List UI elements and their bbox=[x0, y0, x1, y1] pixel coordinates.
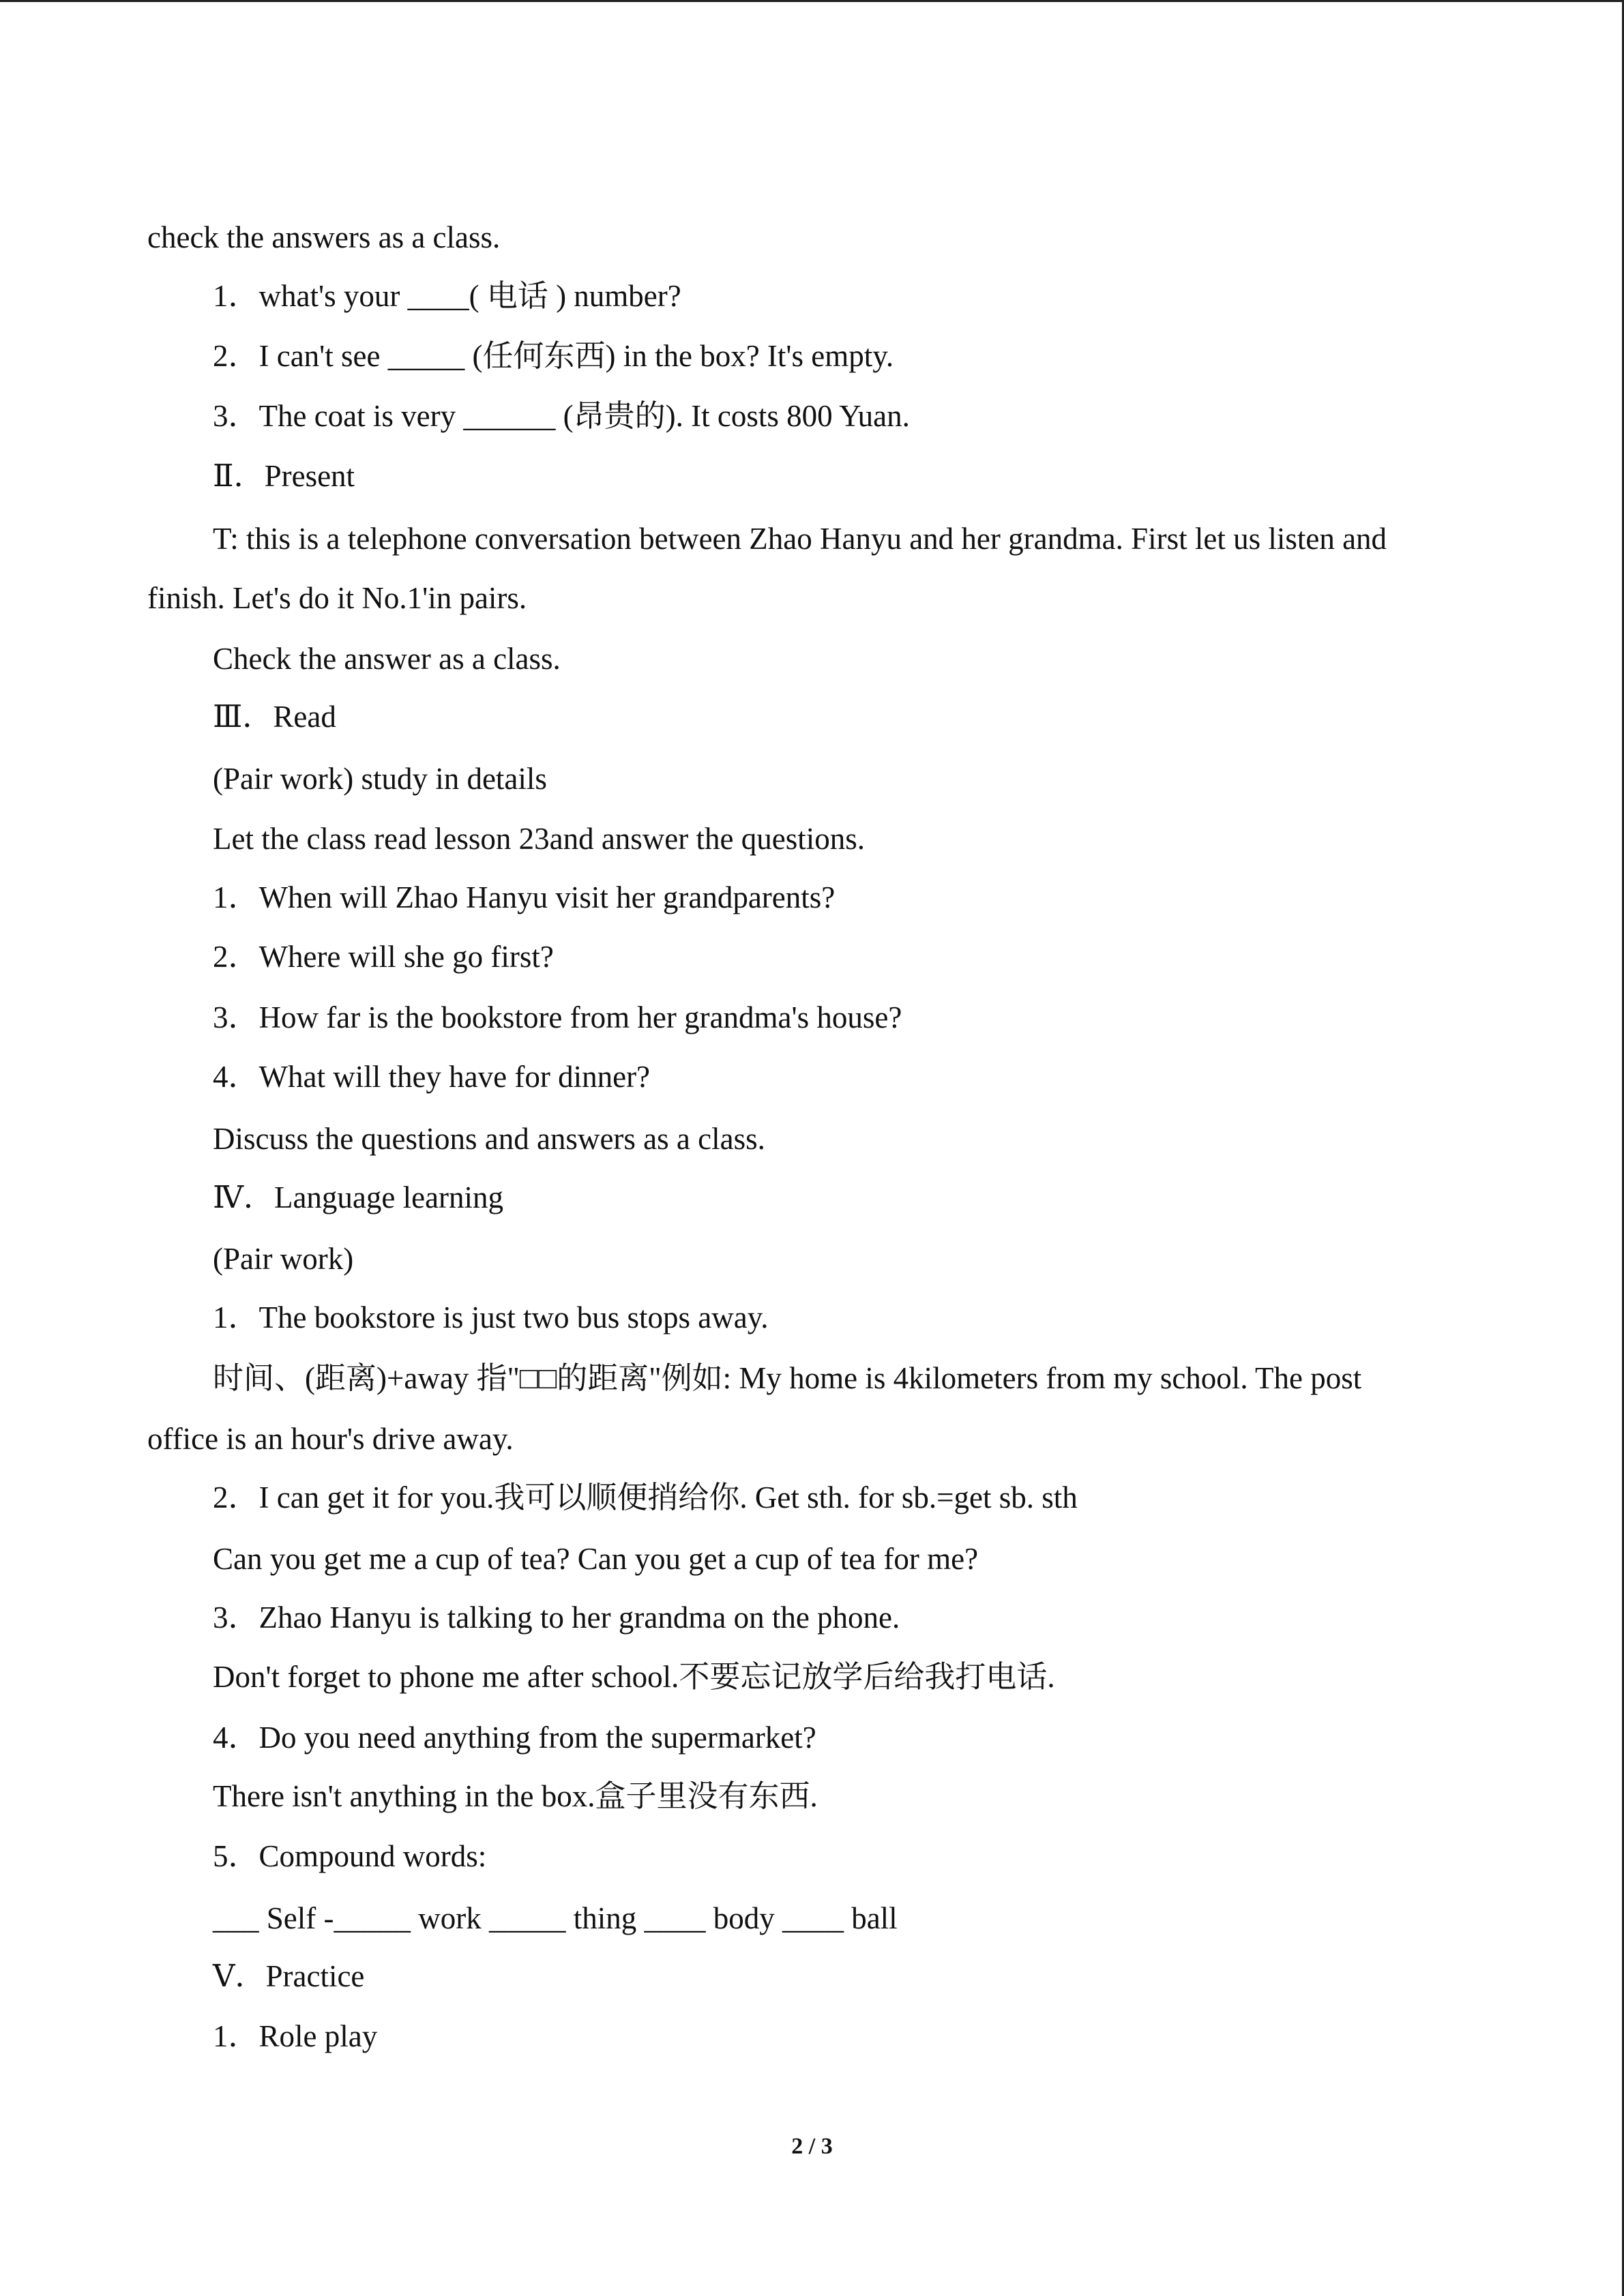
section-heading: Ⅱ．Present bbox=[213, 459, 355, 493]
section-heading: Ⅳ．Language learning bbox=[213, 1180, 504, 1214]
text-line: office is an hour's drive away. bbox=[147, 1422, 514, 1456]
text-line: T: this is a telephone conversation between Zhao Hanyu and her grandma. First let us listen and bbox=[213, 522, 1387, 556]
text-line: Discuss the questions and answers as a class. bbox=[213, 1122, 765, 1156]
text-line: 时间、(距离)+away 指"□□的距离"例如: My home is 4kilometers from my school. The post bbox=[213, 1361, 1362, 1395]
text-line: There isn't anything in the box.盒子里没有东西. bbox=[213, 1779, 818, 1813]
section-heading: Ⅴ．Practice bbox=[213, 1959, 365, 1993]
text-line: Can you get me a cup of tea? Can you get a cup of tea for me? bbox=[213, 1542, 979, 1576]
text-line: Check the answer as a class. bbox=[213, 642, 561, 676]
language-item: 2．I can get it for you.我可以顺便捎给你. Get sth. for sb.=get sb. sth bbox=[213, 1480, 1078, 1515]
language-item: 1．The bookstore is just two bus stops away. bbox=[213, 1300, 769, 1335]
language-item: 4．Do you need anything from the supermarket? bbox=[213, 1720, 816, 1755]
text-line: finish. Let's do it No.1'in pairs. bbox=[147, 581, 527, 615]
language-item: 3．Zhao Hanyu is talking to her grandma on the phone. bbox=[213, 1600, 900, 1635]
exercise-item: 2．I can't see _____ (任何东西) in the box? It's empty. bbox=[213, 339, 894, 373]
page-number: 2 / 3 bbox=[791, 2134, 833, 2159]
practice-item: 1．Role play bbox=[213, 2019, 378, 2053]
question-item: 2．Where will she go first? bbox=[213, 940, 554, 974]
exercise-item: 3．The coat is very ______ (昂贵的). It costs 800 Yuan. bbox=[213, 399, 910, 433]
question-item: 4．What will they have for dinner? bbox=[213, 1060, 651, 1094]
question-item: 1．When will Zhao Hanyu visit her grandparents? bbox=[213, 880, 836, 914]
exercise-item: 1．what's your ____( 电话 ) number? bbox=[213, 279, 681, 313]
text-line: ___ Self -_____ work _____ thing ____ body ____ ball bbox=[213, 1901, 898, 1935]
text-line: check the answers as a class. bbox=[147, 220, 501, 254]
section-heading: Ⅲ．Read bbox=[213, 700, 336, 734]
text-line: (Pair work) study in details bbox=[213, 762, 547, 796]
text-line: (Pair work) bbox=[213, 1242, 354, 1276]
text-line: Let the class read lesson 23and answer the questions. bbox=[213, 822, 865, 856]
question-item: 3．How far is the bookstore from her grandma's house? bbox=[213, 1000, 902, 1034]
text-line: Don't forget to phone me after school.不要忘记放学后给我打电话. bbox=[213, 1660, 1055, 1694]
language-item: 5．Compound words: bbox=[213, 1839, 487, 1873]
